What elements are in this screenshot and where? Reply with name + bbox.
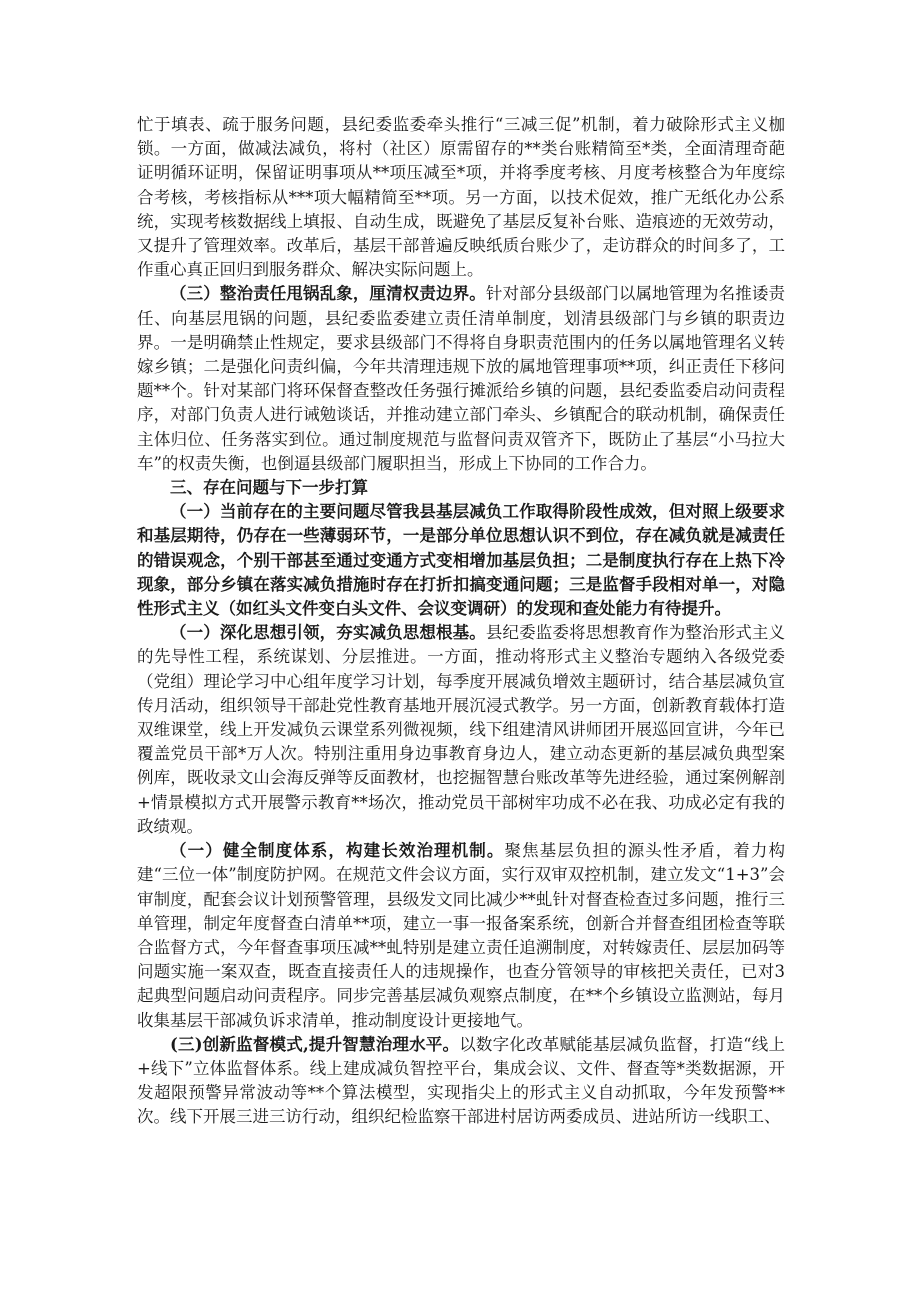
paragraph-heading: （一）健全制度体系，构建长效治理机制。 (170, 841, 505, 861)
paragraph-heading: (三)创新监督模式,提升智慧治理水平。 (170, 1034, 460, 1054)
paragraph-institution-system (137, 839, 785, 1033)
paragraph-supervision-mode (137, 1033, 785, 1130)
paragraph-heading: （一）深化思想引领，夯实减负思想根基。 (170, 623, 486, 643)
paragraph-text: 聚焦基层负担的源头性矛盾，着力构建“三位一体”制度防护网。在规范文件会议方面，实行双审双控机制，建立发文“1+3”会审制度，配套会议计划预警管理，县级发文同比减少**虬针对督查检查过多问题，推行三单管理，制定年度督查白清单**项，建立一事一报备案系统，创新合并督查组团检查等联合监督方式，今年督查事项压减**虬特别是建立责任追溯制度，对转嫁责任、层层加码等问题实施一案双查，既查直接责任人的违规操作，也查分管领导的审核把关责任，已对3起典型问题启动问责程序。同步完善基层减负观察点制度，在**个乡镇设立监测站，每月收集基层干部减负诉求清单，推动制度设计更接地气。 (137, 841, 786, 1030)
paragraph-thought-guidance (137, 621, 785, 839)
paragraph-text: 以数字化改革赋能基层减负监督，打造“线上+线下”立体监督体系。线上建成减负智控平台，集成会议、文件、督查等*类数据源，开发超限预警异常波动等**个算法模型，实现指尖上的形式主义自动抓取，今年发预警**次。线下开展三进三访行动，组织纪检监察干部进村居访两委成员、进站所访一线职工、 (137, 1034, 786, 1127)
paragraph-reduce-burden: 忙于填表、疏于服务问题，县纪委监委牵头推行“三减三促”机制，着力破除形式主义枷锁。一方面，做减法减负，将村（社区）原需留存的**类台账精简至*类，全面清理奇葩证明循环证明，保留证明事项从**项压减至*项，并将季度考核、月度考核整合为年度综合考核，考核指标从***项大幅精简至**项。另一方面，以技术促效，推广无纸化办公系统，实现考核数据线上填报、自动生成，既避免了基层反复补台账、造痕迹的无效劳动，又提升了管理效率。改革后，基层干部普遍反映纸质台账少了，走访群众的时间多了，工作重心真正回归到服务群众、解决实际问题上。 (137, 115, 785, 280)
document-body (137, 113, 785, 1130)
paragraph-heading: （三）整治责任甩锅乱象，厘清权责边界。 (170, 284, 486, 304)
paragraph-responsibility (137, 282, 785, 476)
paragraph-text: 针对部分县级部门以属地管理为名推诿责任、向基层甩锅的问题，县纪委监委建立责任清单制度，划清县级部门与乡镇的职责边界。一是明确禁止性规定，要求县级部门不得将自身职责范围内的任务以属地管理名义转嫁乡镇；二是强化问责纠偏，今年共清理违规下放的属地管理事项**项，纠正责任下移问题**个。针对某部门将环保督查整改任务强行摊派给乡镇的问题，县纪委监委启动问责程序，对部门负责人进行诫勉谈话，并推动建立部门牵头、乡镇配合的联动机制，确保责任主体归位、任务落实到位。通过制度规范与监督问责双管齐下，既防止了基层“小马拉大车”的权责失衡，也倒逼县级部门履职担当，形成上下协同的工作合力。 (137, 284, 785, 473)
paragraph-problems: （一）当前存在的主要问题尽管我县基层减负工作取得阶段性成效，但对照上级要求和基层期待，仍存在一些薄弱环节，一是部分单位思想认识不到位，存在减负就是减责任的错误观念，个别干部甚至通过变通方式变相增加基层负担；二是制度执行存在上热下冷现象，部分乡镇在落实减负措施时存在打折扣搞变通问题；三是监督手段相对单一，对隐性形式主义（如红头文件变白头文件、会议变调研）的发现和查处能力有待提升。 (137, 502, 785, 619)
section-heading: 三、存在问题与下一步打算 (170, 478, 368, 498)
paragraph-text: 县纪委监委将思想教育作为整治形式主义的先导性工程，系统谋划、分层推进。一方面，推动将形式主义整治专题纳入各级党委（党组）理论学习中心组年度学习计划，每季度开展减负增效主题研讨，结合基层减负宣传月活动，组织领导干部赴党性教育基地开展沉浸式教学。另一方面，创新教育载体打造双维课堂，线上开发减负云课堂系列微视频，线下组建清风讲师团开展巡回宣讲，今年已覆盖党员干部*万人次。特别注重用身边事教育身边人，建立动态更新的基层减负典型案例库，既收录文山会海反弹等反面教材，也挖掘智慧台账改革等先进经验，通过案例解剖+情景模拟方式开展警示教育**场次，推动党员干部树牢功成不必在我、功成必定有我的政绩观。 (137, 623, 785, 836)
